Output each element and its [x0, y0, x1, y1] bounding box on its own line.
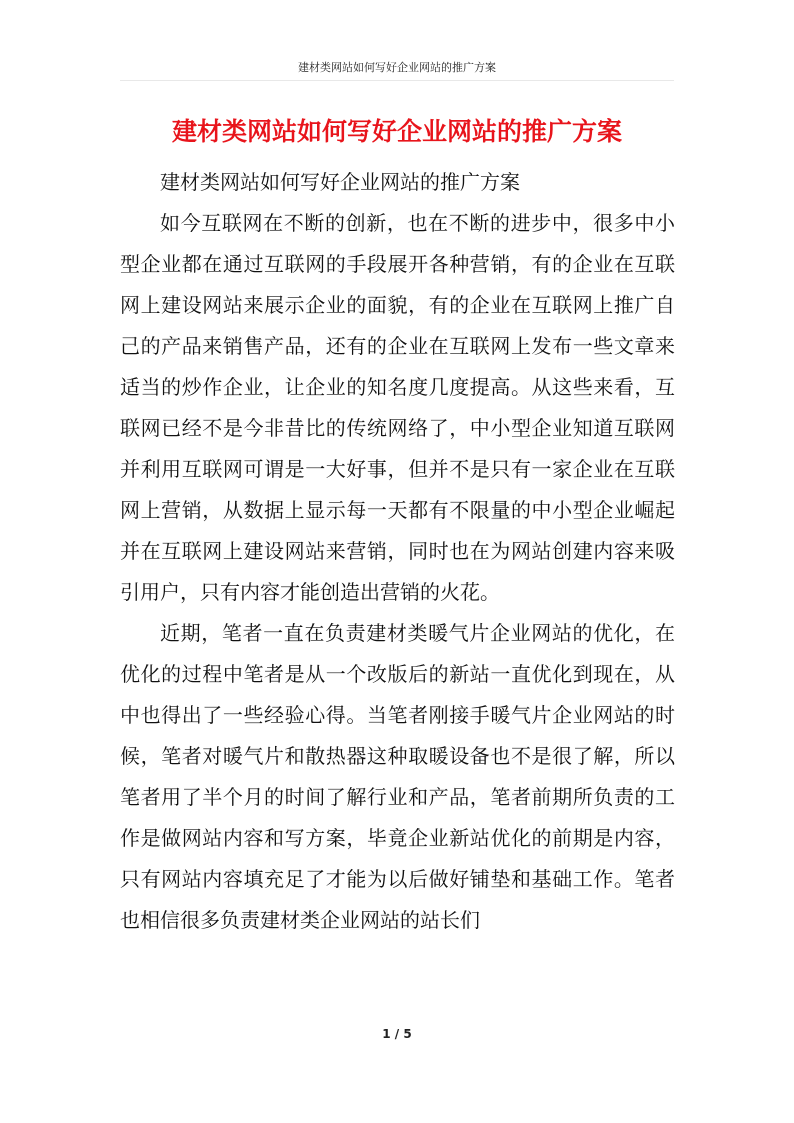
- subtitle-paragraph: 建材类网站如何写好企业网站的推广方案: [160, 170, 520, 194]
- body-paragraph: 如今互联网在不断的创新，也在不断的进步中，很多中小型企业都在通过互联网的手段展开各种营销，有的企业在互联网上建设网站来展示企业的面貌，有的企业在互联网上推广自己的产品来销售产品，还有的企业在互联网上发布一些文章来适当的炒作企业，让企业的知名度几度提高。从这些来看，互联网已经不是今非昔比的传统网络了，中小型企业知道互联网并利用互联网可谓是一大好事，但并不是只有一家企业在互联网上营销，从数据上显示每一天都有不限量的中小型企业崛起并在互联网上建设网站来营销，同时也在为网站创建内容来吸引用户，只有内容才能创造出营销的火花。: [120, 211, 675, 604]
- page-header: 建材类网站如何写好企业网站的推广方案: [298, 61, 496, 74]
- page-number: 1 / 5: [382, 1027, 412, 1041]
- document-title: 建材类网站如何写好企业网站的推广方案: [171, 117, 622, 146]
- document-body: [120, 162, 675, 941]
- header-divider: [120, 80, 674, 81]
- body-paragraph: 近期，笔者一直在负责建材类暖气片企业网站的优化，在优化的过程中笔者是从一个改版后的新站一直优化到现在，从中也得出了一些经验心得。当笔者刚接手暖气片企业网站的时候，笔者对暖气片和散热器这种取暖设备也不是很了解，所以笔者用了半个月的时间了解行业和产品，笔者前期所负责的工作是做网站内容和写方案，毕竟企业新站优化的前期是内容，只有网站内容填充足了才能为以后做好铺垫和基础工作。笔者也相信很多负责建材类企业网站的站长们: [120, 621, 675, 932]
